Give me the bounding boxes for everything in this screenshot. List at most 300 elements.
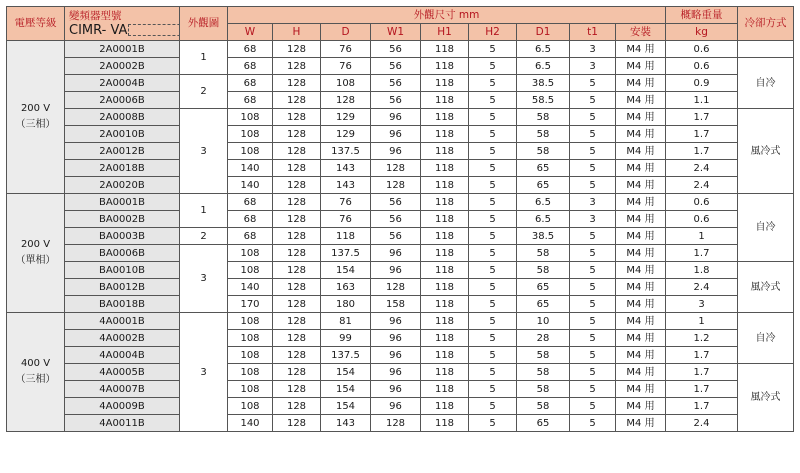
cell-w1: 96 [371, 245, 421, 262]
cell-mount: M4 用 [616, 347, 666, 364]
model-code-text: CIMR- VA [69, 22, 128, 38]
cell-t1: 3 [570, 211, 616, 228]
cell-h1: 118 [421, 126, 469, 143]
cell-d: 137.5 [321, 245, 371, 262]
model-cell: 2A0006B [65, 92, 180, 109]
cell-h: 128 [273, 41, 321, 58]
table-row [7, 194, 794, 211]
cell-mount: M4 用 [616, 41, 666, 58]
cell-w: 68 [228, 211, 273, 228]
cell-w1: 56 [371, 41, 421, 58]
cell-weight: 1.2 [666, 330, 738, 347]
voltage-group-cell [7, 194, 65, 313]
cell-h2: 5 [469, 41, 517, 58]
cooling-cell: 自冷 [738, 313, 794, 364]
table-row [7, 143, 794, 160]
header-model-title: 變頻器型號 [69, 9, 122, 22]
cooling-cell: 自冷 [738, 194, 794, 262]
cell-w: 68 [228, 75, 273, 92]
cell-mount: M4 用 [616, 313, 666, 330]
cell-h1: 118 [421, 41, 469, 58]
model-cell: 2A0012B [65, 143, 180, 160]
cell-d1: 58 [517, 262, 570, 279]
cell-h: 128 [273, 126, 321, 143]
cell-t1: 5 [570, 75, 616, 92]
cell-weight: 0.9 [666, 75, 738, 92]
table-row [7, 245, 794, 262]
model-cell: 2A0018B [65, 160, 180, 177]
outline-cell: 2 [180, 75, 228, 109]
cell-h1: 118 [421, 58, 469, 75]
cell-h2: 5 [469, 398, 517, 415]
outline-cell: 3 [180, 313, 228, 432]
voltage-label: 200 V [20, 239, 51, 250]
cell-h2: 5 [469, 245, 517, 262]
cell-t1: 5 [570, 330, 616, 347]
cell-h2: 5 [469, 75, 517, 92]
cell-w1: 96 [371, 262, 421, 279]
cell-h2: 5 [469, 296, 517, 313]
cell-h1: 118 [421, 177, 469, 194]
cell-h2: 5 [469, 143, 517, 160]
table-row [7, 279, 794, 296]
cell-mount: M4 用 [616, 245, 666, 262]
cell-h2: 5 [469, 415, 517, 432]
cell-h2: 5 [469, 58, 517, 75]
cell-weight: 2.4 [666, 415, 738, 432]
cell-h1: 118 [421, 262, 469, 279]
cell-d1: 38.5 [517, 228, 570, 245]
cell-mount: M4 用 [616, 75, 666, 92]
table-row [7, 126, 794, 143]
header-dimensions: 外觀尺寸 mm [228, 7, 666, 24]
model-cell: BA0010B [65, 262, 180, 279]
cell-d: 76 [321, 41, 371, 58]
header-model [65, 7, 180, 41]
header-col-w1: W1 [371, 24, 421, 41]
table-row [7, 364, 794, 381]
cell-w: 68 [228, 58, 273, 75]
cell-w: 108 [228, 313, 273, 330]
cell-t1: 5 [570, 92, 616, 109]
cell-h: 128 [273, 211, 321, 228]
cell-w: 108 [228, 245, 273, 262]
cell-h: 128 [273, 58, 321, 75]
cell-w1: 96 [371, 143, 421, 160]
cell-d: 128 [321, 92, 371, 109]
cell-w1: 96 [371, 126, 421, 143]
cell-t1: 3 [570, 41, 616, 58]
cell-h1: 118 [421, 279, 469, 296]
cell-d1: 65 [517, 160, 570, 177]
cooling-cell: 風冷式 [738, 262, 794, 313]
cell-h1: 118 [421, 194, 469, 211]
table-row [7, 398, 794, 415]
phase-label: （三相） [15, 374, 56, 385]
cell-h: 128 [273, 347, 321, 364]
cell-h1: 118 [421, 296, 469, 313]
model-cell: BA0003B [65, 228, 180, 245]
outline-cell: 3 [180, 109, 228, 194]
cell-mount: M4 用 [616, 398, 666, 415]
cell-h2: 5 [469, 364, 517, 381]
cell-t1: 5 [570, 296, 616, 313]
table-row [7, 262, 794, 279]
cell-d1: 65 [517, 279, 570, 296]
model-cell: 2A0001B [65, 41, 180, 58]
cell-t1: 5 [570, 279, 616, 296]
cell-w1: 56 [371, 58, 421, 75]
cell-w1: 56 [371, 211, 421, 228]
table-row [7, 296, 794, 313]
cell-weight: 1.7 [666, 109, 738, 126]
model-cell: 4A0007B [65, 381, 180, 398]
cell-weight: 1 [666, 228, 738, 245]
header-col-h2: H2 [469, 24, 517, 41]
cell-h: 128 [273, 92, 321, 109]
cell-d: 129 [321, 109, 371, 126]
cell-d1: 58 [517, 245, 570, 262]
cell-w: 108 [228, 398, 273, 415]
cell-h2: 5 [469, 228, 517, 245]
cell-t1: 5 [570, 398, 616, 415]
cell-weight: 1 [666, 313, 738, 330]
cell-h: 128 [273, 228, 321, 245]
cell-h2: 5 [469, 330, 517, 347]
cell-d1: 65 [517, 296, 570, 313]
cell-d1: 6.5 [517, 41, 570, 58]
cell-w: 108 [228, 262, 273, 279]
cell-weight: 1.7 [666, 347, 738, 364]
cell-weight: 1.7 [666, 398, 738, 415]
voltage-group-cell [7, 313, 65, 432]
cell-mount: M4 用 [616, 262, 666, 279]
cell-w: 140 [228, 415, 273, 432]
cell-t1: 5 [570, 381, 616, 398]
cell-d: 76 [321, 58, 371, 75]
cell-t1: 5 [570, 160, 616, 177]
cell-w: 108 [228, 330, 273, 347]
cell-h1: 118 [421, 143, 469, 160]
cell-d: 143 [321, 415, 371, 432]
cell-d: 81 [321, 313, 371, 330]
cell-d: 129 [321, 126, 371, 143]
cell-weight: 1.8 [666, 262, 738, 279]
cell-d: 143 [321, 177, 371, 194]
cell-h: 128 [273, 262, 321, 279]
header-col-w: W [228, 24, 273, 41]
cell-t1: 5 [570, 228, 616, 245]
cell-w: 68 [228, 194, 273, 211]
cell-t1: 5 [570, 262, 616, 279]
cooling-cell [738, 41, 794, 58]
cell-w1: 96 [371, 330, 421, 347]
cell-h1: 118 [421, 160, 469, 177]
header-col-h1: H1 [421, 24, 469, 41]
cell-d: 118 [321, 228, 371, 245]
cell-w1: 128 [371, 177, 421, 194]
table-row [7, 109, 794, 126]
cell-h1: 118 [421, 92, 469, 109]
cell-weight: 1.7 [666, 364, 738, 381]
header-cooling: 冷卻方式 [738, 7, 794, 41]
cell-d1: 6.5 [517, 58, 570, 75]
cell-h2: 5 [469, 92, 517, 109]
voltage-group-cell [7, 41, 65, 194]
voltage-label: 200 V [20, 103, 51, 114]
header-voltage: 電壓等級 [7, 7, 65, 41]
header-col-d1: D1 [517, 24, 570, 41]
header-col-t1: t1 [570, 24, 616, 41]
cell-h2: 5 [469, 313, 517, 330]
cell-h: 128 [273, 109, 321, 126]
cell-w1: 158 [371, 296, 421, 313]
cell-w: 108 [228, 143, 273, 160]
cell-t1: 5 [570, 313, 616, 330]
cell-d1: 6.5 [517, 211, 570, 228]
cell-mount: M4 用 [616, 381, 666, 398]
cell-h2: 5 [469, 211, 517, 228]
cell-d1: 65 [517, 177, 570, 194]
cell-mount: M4 用 [616, 330, 666, 347]
cell-h1: 118 [421, 75, 469, 92]
model-cell: BA0018B [65, 296, 180, 313]
table-row [7, 92, 794, 109]
cell-weight: 2.4 [666, 177, 738, 194]
cell-d: 76 [321, 194, 371, 211]
cell-d1: 28 [517, 330, 570, 347]
table-row [7, 313, 794, 330]
cell-h1: 118 [421, 211, 469, 228]
cell-mount: M4 用 [616, 58, 666, 75]
cell-h1: 118 [421, 381, 469, 398]
cell-d: 154 [321, 364, 371, 381]
cell-mount: M4 用 [616, 211, 666, 228]
cell-w1: 56 [371, 228, 421, 245]
spec-table [6, 6, 794, 432]
table-row [7, 211, 794, 228]
cell-t1: 5 [570, 415, 616, 432]
header-col-mount: 安裝 [616, 24, 666, 41]
cell-mount: M4 用 [616, 143, 666, 160]
cell-mount: M4 用 [616, 279, 666, 296]
cell-weight: 1.7 [666, 143, 738, 160]
model-cell: 4A0005B [65, 364, 180, 381]
cell-d: 154 [321, 398, 371, 415]
cell-mount: M4 用 [616, 364, 666, 381]
outline-cell: 1 [180, 194, 228, 228]
cell-h1: 118 [421, 415, 469, 432]
cooling-cell: 自冷 [738, 58, 794, 109]
cell-t1: 5 [570, 126, 616, 143]
table-row [7, 75, 794, 92]
cell-d: 180 [321, 296, 371, 313]
cell-h: 128 [273, 245, 321, 262]
model-cell: 4A0002B [65, 330, 180, 347]
cell-d1: 58 [517, 381, 570, 398]
cell-t1: 5 [570, 347, 616, 364]
cell-mount: M4 用 [616, 194, 666, 211]
cell-mount: M4 用 [616, 415, 666, 432]
cell-w: 170 [228, 296, 273, 313]
cell-h2: 5 [469, 126, 517, 143]
cell-t1: 5 [570, 109, 616, 126]
cell-weight: 1.7 [666, 126, 738, 143]
cell-w: 140 [228, 279, 273, 296]
cell-h2: 5 [469, 347, 517, 364]
cell-mount: M4 用 [616, 160, 666, 177]
model-cell: 2A0002B [65, 58, 180, 75]
voltage-label: 400 V [20, 358, 51, 369]
model-cell: BA0012B [65, 279, 180, 296]
cell-d: 137.5 [321, 143, 371, 160]
cell-h2: 5 [469, 279, 517, 296]
cell-mount: M4 用 [616, 177, 666, 194]
cell-w1: 96 [371, 313, 421, 330]
cell-weight: 1.1 [666, 92, 738, 109]
cell-mount: M4 用 [616, 296, 666, 313]
cell-d1: 58 [517, 398, 570, 415]
table-row [7, 330, 794, 347]
cell-h2: 5 [469, 109, 517, 126]
outline-cell: 2 [180, 228, 228, 245]
cell-h: 128 [273, 177, 321, 194]
cell-weight: 0.6 [666, 41, 738, 58]
cell-h: 128 [273, 75, 321, 92]
cell-d1: 65 [517, 415, 570, 432]
cell-mount: M4 用 [616, 92, 666, 109]
header-outline: 外觀圖 [180, 7, 228, 41]
cell-w1: 96 [371, 364, 421, 381]
header-weight: 概略重量 [666, 7, 738, 24]
outline-cell: 3 [180, 245, 228, 313]
cell-w1: 96 [371, 398, 421, 415]
cell-h2: 5 [469, 160, 517, 177]
model-cell: 2A0010B [65, 126, 180, 143]
cell-h: 128 [273, 296, 321, 313]
cell-h1: 118 [421, 228, 469, 245]
cell-d1: 58 [517, 347, 570, 364]
cell-w1: 56 [371, 194, 421, 211]
cell-w1: 96 [371, 381, 421, 398]
cell-h: 128 [273, 398, 321, 415]
cell-w: 108 [228, 347, 273, 364]
model-cell: 4A0004B [65, 347, 180, 364]
table-row [7, 228, 794, 245]
cell-h: 128 [273, 194, 321, 211]
cell-t1: 5 [570, 245, 616, 262]
cell-t1: 3 [570, 194, 616, 211]
cell-d: 143 [321, 160, 371, 177]
cell-d1: 10 [517, 313, 570, 330]
header-col-d: D [321, 24, 371, 41]
cell-t1: 3 [570, 58, 616, 75]
cell-t1: 5 [570, 364, 616, 381]
table-row [7, 160, 794, 177]
cell-h: 128 [273, 330, 321, 347]
cooling-cell: 風冷式 [738, 109, 794, 194]
cell-weight: 2.4 [666, 279, 738, 296]
cell-w: 108 [228, 381, 273, 398]
cell-mount: M4 用 [616, 109, 666, 126]
cell-d1: 58 [517, 126, 570, 143]
cell-w: 140 [228, 160, 273, 177]
model-cell: 2A0008B [65, 109, 180, 126]
table-row [7, 58, 794, 75]
model-cell: BA0002B [65, 211, 180, 228]
cell-w: 108 [228, 364, 273, 381]
cell-w1: 56 [371, 92, 421, 109]
cell-d1: 38.5 [517, 75, 570, 92]
cell-d1: 6.5 [517, 194, 570, 211]
cell-w1: 96 [371, 347, 421, 364]
cell-weight: 0.6 [666, 211, 738, 228]
cell-weight: 2.4 [666, 160, 738, 177]
cell-w1: 128 [371, 415, 421, 432]
cell-h: 128 [273, 279, 321, 296]
cell-t1: 5 [570, 143, 616, 160]
model-cell: 4A0009B [65, 398, 180, 415]
cell-weight: 0.6 [666, 194, 738, 211]
table-row [7, 41, 794, 58]
table-row [7, 347, 794, 364]
cell-w1: 128 [371, 279, 421, 296]
cell-h: 128 [273, 160, 321, 177]
cell-d1: 58.5 [517, 92, 570, 109]
table-row [7, 381, 794, 398]
cell-d: 108 [321, 75, 371, 92]
header-weight-unit: kg [666, 24, 738, 41]
cell-h1: 118 [421, 245, 469, 262]
cell-h1: 118 [421, 109, 469, 126]
cell-h1: 118 [421, 347, 469, 364]
cell-d: 99 [321, 330, 371, 347]
cell-w1: 128 [371, 160, 421, 177]
cell-w: 108 [228, 126, 273, 143]
cell-h1: 118 [421, 398, 469, 415]
model-cell: BA0006B [65, 245, 180, 262]
model-cell: 4A0011B [65, 415, 180, 432]
cell-d: 154 [321, 381, 371, 398]
cell-w1: 56 [371, 75, 421, 92]
cell-d1: 58 [517, 364, 570, 381]
cell-mount: M4 用 [616, 228, 666, 245]
cell-weight: 1.7 [666, 381, 738, 398]
cell-w1: 96 [371, 109, 421, 126]
cell-h1: 118 [421, 330, 469, 347]
cooling-cell: 風冷式 [738, 364, 794, 432]
cell-h1: 118 [421, 313, 469, 330]
cell-weight: 1.7 [666, 245, 738, 262]
cell-d1: 58 [517, 143, 570, 160]
model-cell: 4A0001B [65, 313, 180, 330]
outline-cell: 1 [180, 41, 228, 75]
phase-label: （三相） [15, 119, 56, 130]
cell-h1: 118 [421, 364, 469, 381]
cell-w: 68 [228, 92, 273, 109]
table-row [7, 415, 794, 432]
cell-weight: 0.6 [666, 58, 738, 75]
model-cell: 2A0004B [65, 75, 180, 92]
cell-d1: 58 [517, 109, 570, 126]
cell-d: 163 [321, 279, 371, 296]
cell-h: 128 [273, 143, 321, 160]
cell-w: 140 [228, 177, 273, 194]
cell-h2: 5 [469, 381, 517, 398]
cell-d: 154 [321, 262, 371, 279]
phase-label: （單相） [15, 255, 56, 266]
cell-h2: 5 [469, 177, 517, 194]
